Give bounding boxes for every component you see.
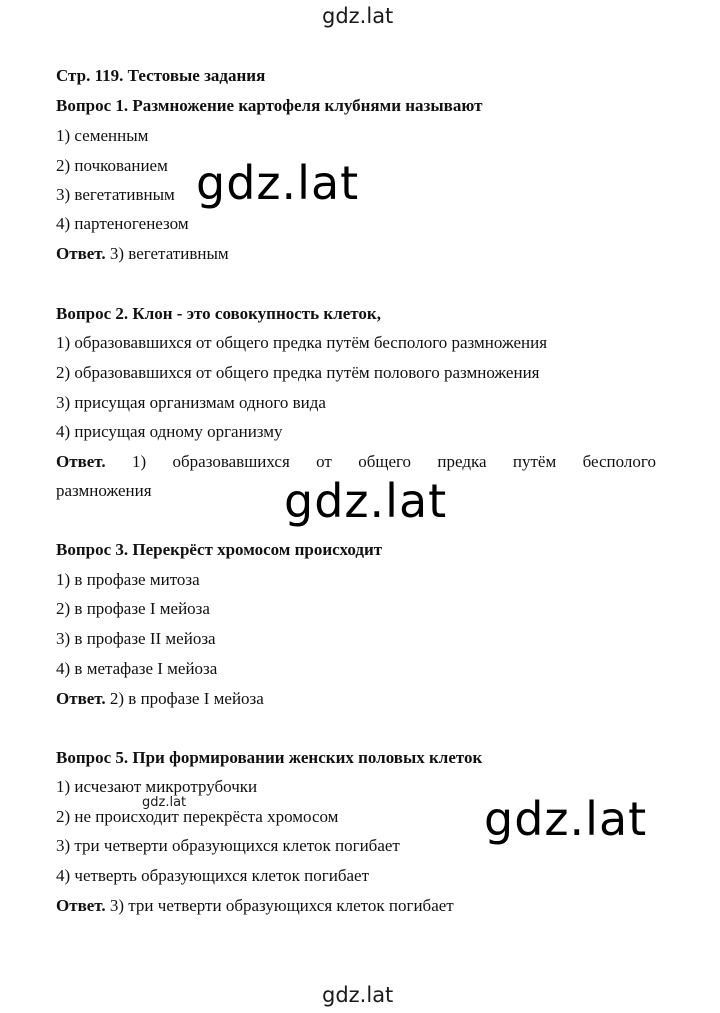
watermark-large: gdz.lat	[196, 156, 360, 210]
question-2-answer-line-1	[56, 452, 656, 472]
question-1-option-2: 2) почкованием	[56, 156, 168, 175]
question-2-title: Вопрос 2. Клон - это совокупность клеток,	[56, 304, 381, 323]
watermark-large: gdz.lat	[484, 792, 648, 846]
question-1-option-4: 4) партеногенезом	[56, 214, 189, 233]
answer-word: 1)	[131, 452, 147, 471]
answer-label: Ответ.	[56, 452, 106, 471]
answer-text: 2) в профазе I мейоза	[109, 689, 264, 708]
question-3-option-4: 4) в метафазе I мейоза	[56, 659, 218, 678]
question-5-answer	[56, 896, 454, 916]
question-1-option-1: 1) семенным	[56, 126, 149, 145]
question-3-option-3: 3) в профазе II мейоза	[56, 629, 216, 648]
watermark-small: gdz.lat	[142, 795, 187, 810]
watermark-top: gdz.lat	[322, 4, 394, 28]
answer-word: путём	[512, 452, 557, 471]
answer-text: 3) вегетативным	[109, 244, 229, 263]
answer-label: Ответ.	[56, 896, 106, 915]
answer-text: 3) три четверти образующихся клеток погибает	[109, 896, 454, 915]
question-3-title: Вопрос 3. Перекрёст хромосом происходит	[56, 540, 383, 559]
question-5-option-2: 2) не происходит перекрёста хромосом	[56, 807, 339, 826]
watermark-large: gdz.lat	[284, 474, 448, 528]
answer-word: предка	[437, 452, 487, 471]
page-title: Стр. 119. Тестовые задания	[56, 66, 266, 85]
question-1-option-3: 3) вегетативным	[56, 185, 175, 204]
question-1-title: Вопрос 1. Размножение картофеля клубнями называют	[56, 96, 483, 115]
watermark-bottom: gdz.lat	[322, 983, 394, 1007]
question-5-title: Вопрос 5. При формировании женских половых клеток	[56, 748, 483, 767]
question-5-option-1: 1) исчезают микротрубочки	[56, 777, 258, 796]
question-5-option-4: 4) четверть образующихся клеток погибает	[56, 866, 370, 885]
answer-word: бесполого	[582, 452, 656, 471]
question-2-option-1: 1) образовавшихся от общего предка путём бесполого размножения	[56, 333, 548, 352]
answer-word: от	[316, 452, 332, 471]
question-2-option-2: 2) образовавшихся от общего предка путём полового размножения	[56, 363, 540, 382]
question-3-option-1: 1) в профазе митоза	[56, 570, 200, 589]
question-5-option-3: 3) три четверти образующихся клеток погибает	[56, 836, 400, 855]
answer-label: Ответ.	[56, 689, 106, 708]
answer-word: общего	[358, 452, 412, 471]
question-2-option-3: 3) присущая организмам одного вида	[56, 393, 326, 412]
question-2-answer-line-2: размножения	[56, 481, 152, 500]
question-3-answer	[56, 689, 264, 709]
answer-word: образовавшихся	[172, 452, 290, 471]
question-2-option-4: 4) присущая одному организму	[56, 422, 283, 441]
question-3-option-2: 2) в профазе I мейоза	[56, 599, 210, 618]
question-1-answer	[56, 244, 229, 264]
answer-label: Ответ.	[56, 244, 106, 263]
